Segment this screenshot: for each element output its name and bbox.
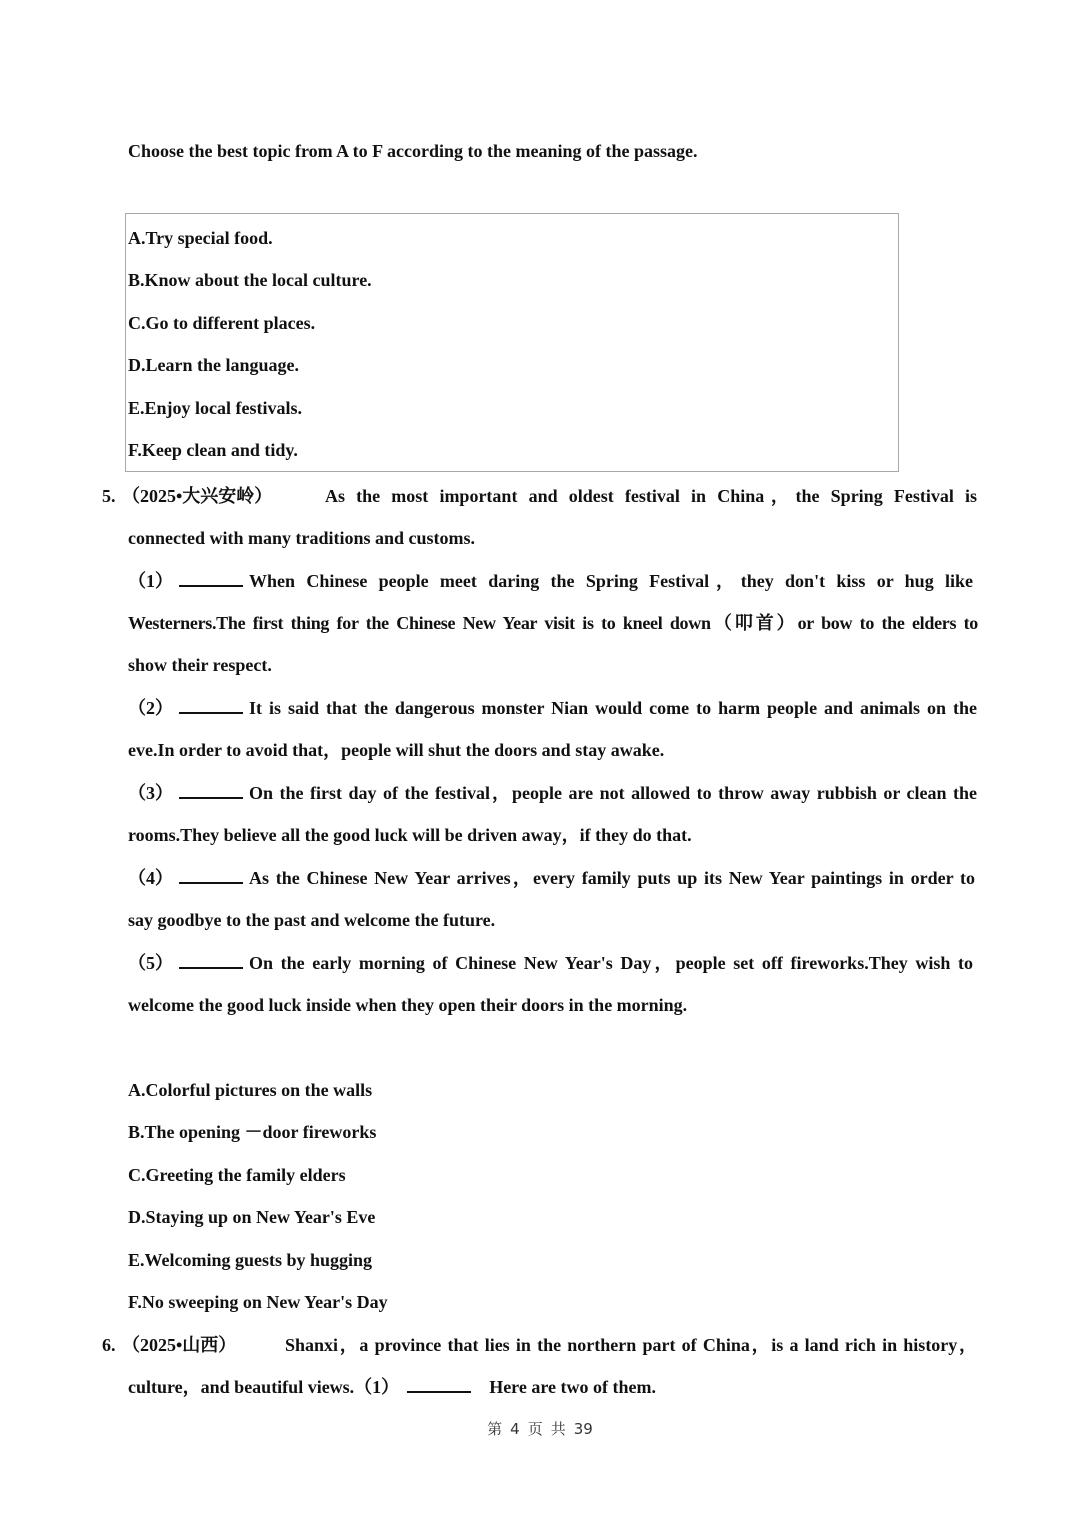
question-5-number: 5. — [102, 486, 116, 506]
q5-option-c: C.Greeting the family elders — [128, 1165, 346, 1185]
q5-option-a: A.Colorful pictures on the walls — [128, 1080, 373, 1100]
q5-item-1-label: （1） — [128, 571, 173, 591]
q5-item-3-blank[interactable] — [179, 781, 243, 799]
box-option-e: E.Enjoy local festivals. — [128, 398, 302, 418]
q5-item-1-line1 — [128, 569, 978, 593]
box-option-c: C.Go to different places. — [128, 313, 316, 333]
q5-item-3-label: （3） — [128, 783, 173, 803]
q5-item-4-label: （4） — [128, 868, 173, 888]
footer-mid2: 共 — [550, 1420, 566, 1438]
page-footer — [0, 1418, 1080, 1439]
q5-item-5-label: （5） — [128, 953, 173, 973]
q5-item-2-text1: It is said that the dangerous monster Nian would come to harm people and animals on the — [249, 698, 977, 718]
question-5-intro-line2: connected with many traditions and customs. — [128, 528, 476, 548]
box-option-b: B.Know about the local culture. — [128, 270, 372, 290]
q5-item-4-text1: As the Chinese New Year arrives，every family puts up its New Year paintings in order to — [249, 868, 975, 888]
box-option-a: A.Try special food. — [128, 228, 273, 248]
q5-item-5-text1: On the early morning of Chinese New Year's Day，people set off fireworks.They wish to — [249, 953, 973, 973]
question-6-line1 — [285, 1333, 977, 1357]
q5-item-3-text1: On the first day of the festival，people are not allowed to throw away rubbish or clean the — [249, 783, 977, 803]
q5-item-5-line1 — [128, 951, 978, 975]
question-6-source: （2025•山西） — [122, 1335, 237, 1355]
q5-item-2-blank[interactable] — [179, 696, 243, 714]
q5-item-1-line3: show their respect. — [128, 655, 272, 675]
question-6-text2a: culture，and beautiful views.（1） — [128, 1377, 400, 1397]
box-option-d: D.Learn the language. — [128, 355, 299, 375]
q5-item-5-line2: welcome the good luck inside when they open their doors in the morning. — [128, 995, 688, 1015]
q5-item-4-line2: say goodbye to the past and welcome the future. — [128, 910, 496, 930]
q5-option-d: D.Staying up on New Year's Eve — [128, 1207, 376, 1227]
question-6-text1: Shanxi，a province that lies in the northern part of China，is a land rich in history， — [285, 1335, 977, 1355]
q5-item-1-blank[interactable] — [179, 569, 243, 587]
box-option-f: F.Keep clean and tidy. — [128, 440, 298, 460]
footer-prefix: 第 — [487, 1420, 503, 1438]
question-6-line2 — [128, 1375, 656, 1399]
footer-mid: 页 — [527, 1420, 543, 1438]
q5-item-2-line1 — [128, 696, 978, 720]
q5-option-f: F.No sweeping on New Year's Day — [128, 1292, 388, 1312]
q5-item-1-line2 — [128, 611, 978, 635]
topic-options-box — [125, 213, 899, 472]
q5-item-1-text2: Westerners.The first thing for the Chinese New Year visit is to kneel down（叩首）or bow to the elders to — [128, 613, 978, 633]
question-6-blank[interactable] — [407, 1375, 471, 1393]
q5-option-e: E.Welcoming guests by hugging — [128, 1250, 373, 1270]
q5-item-4-blank[interactable] — [179, 866, 243, 884]
q5-item-3-line2: rooms.They believe all the good luck will be driven away，if they do that. — [128, 825, 692, 845]
footer-page-number: 4 — [510, 1420, 520, 1438]
q5-item-5-blank[interactable] — [179, 951, 243, 969]
question-6-text2b: Here are two of them. — [489, 1377, 656, 1397]
instruction-text: Choose the best topic from A to F according to the meaning of the passage. — [128, 141, 698, 161]
q5-item-2-line2: eve.In order to avoid that，people will shut the doors and stay awake. — [128, 740, 665, 760]
question-5-intro-text1: As the most important and oldest festival in China，the Spring Festival is — [325, 486, 977, 506]
q5-option-b: B.The opening －door fireworks — [128, 1122, 377, 1142]
q5-item-4-line1 — [128, 866, 978, 890]
q5-item-3-line1 — [128, 781, 978, 805]
q5-item-1-text1: When Chinese people meet daring the Spring Festival，they don't kiss or hug like — [249, 571, 973, 591]
footer-total-pages: 39 — [573, 1420, 593, 1438]
q5-item-2-label: （2） — [128, 698, 173, 718]
question-5-source: （2025•大兴安岭） — [122, 486, 273, 506]
question-5-intro-line1 — [325, 484, 977, 508]
question-6-number: 6. — [102, 1335, 116, 1355]
